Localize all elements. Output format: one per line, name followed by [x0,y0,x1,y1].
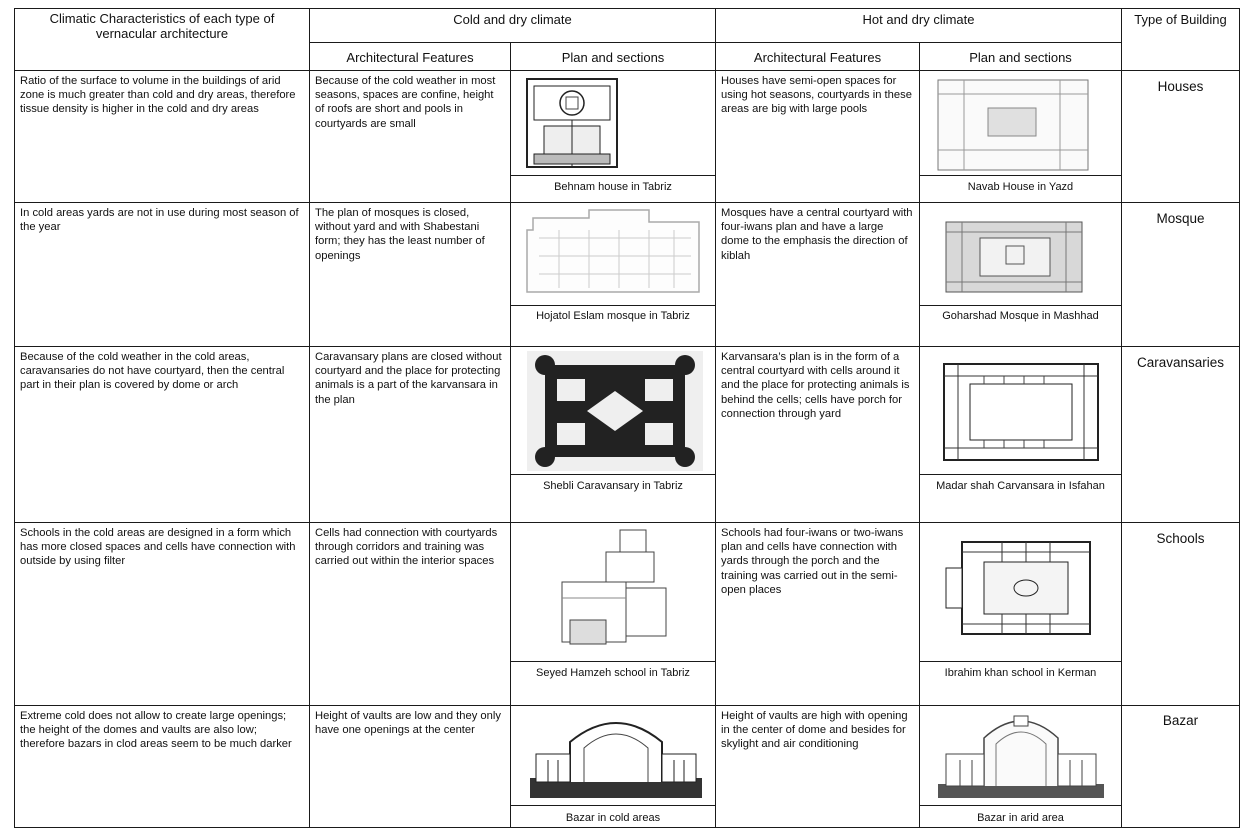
border-left [14,8,15,828]
header-hot-plan: Plan and sections [969,50,1072,65]
row1-hot-arch: Houses have semi-open spaces for using hot seasons, courtyards in these areas are big with large pools [721,75,912,116]
row5-hot-caption: Bazar in arid area [977,812,1064,824]
cold-bazar-section [530,708,702,802]
caption-line [919,175,1121,176]
row2-type: Mosque [1156,211,1205,226]
row1-climatic: Ratio of the surface to volume in the buildings of arid zone is much greater than cold and dry areas, therefore tissue density is higher in the cold and dry areas [20,75,296,116]
caption-line [919,305,1121,306]
arid-bazar-section [938,710,1104,802]
border-right [1239,8,1240,828]
caption-line [510,175,715,176]
row5-type: Bazar [1162,713,1199,728]
comparison-table [14,8,1240,828]
border-top [14,8,1240,9]
row1-cold-arch: Because of the cold weather in most seasons, spaces are confine, height of roofs are short and pools in courtyards are small [315,75,496,130]
row4-climatic: Schools in the cold areas are designed in a form which has more closed spaces and cells have connection with outside by using filter [20,527,296,568]
caption-line [919,661,1121,662]
shebli-caravansary-plan [527,351,703,471]
hojatol-eslam-mosque-plan [519,208,709,300]
caption-line [510,305,715,306]
caption-line [510,805,715,806]
row3-cold-arch: Caravansary plans are closed without courtyard and the place for protecting animals is a part of the karvansara in the plan [315,351,502,406]
row3-bottom-line [14,522,1240,523]
header-hot: Hot and dry climate [862,12,975,27]
row3-hot-arch: Karvansara’s plan is in the form of a central courtyard with cells around it and the place for protecting animals is behind the cells; cells have porch for connection through yard [721,351,910,420]
row5-hot-arch: Height of vaults are high with opening in the center of dome and besides for skylight and air conditioning [721,710,908,751]
row4-hot-caption: Ibrahim khan school in Kerman [944,667,1097,679]
row5-cold-arch: Height of vaults are low and they only have one openings at the center [315,710,501,737]
col-divider [510,42,511,828]
header-bottom-line [14,70,1240,71]
row3-climatic: Because of the cold weather in the cold areas, caravansaries do not have courtyard, then the central part in their plan is covered by dome or arch [20,351,285,392]
header-hot-arch: Architectural Features [753,50,882,65]
navab-house-plan [934,78,1094,172]
caption-line [919,474,1121,475]
caption-line [510,661,715,662]
border-bottom [14,827,1240,828]
header-climatic: Climatic Characteristics of each type of vernacular architecture [49,11,275,41]
seyed-hamzeh-school-plan [550,528,680,658]
madar-shah-caravansara-plan [934,356,1108,470]
header-cold: Cold and dry climate [453,12,572,27]
row3-type: Caravansaries [1136,355,1225,370]
header-cold-plan: Plan and sections [561,50,665,65]
row2-hot-arch: Mosques have a central courtyard with four-iwans plan and have a large dome to the emphasis the direction of kiblah [721,207,913,262]
ibrahim-khan-school-plan [942,534,1104,642]
row3-hot-caption: Madar shah Carvansara in Isfahan [936,480,1105,492]
row4-hot-arch: Schools had four-iwans or two-iwans plan and cells have connection with yards through the porch and the training was carried out in the semi-open places [721,527,904,596]
row2-cold-arch: The plan of mosques is closed, without yard and with Shabestani form; they has the least number of openings [315,207,485,262]
row4-cold-arch: Cells had connection with courtyards through corridors and training was carried out within the interior spaces [315,527,498,568]
row4-type: Schools [1156,531,1205,546]
row2-cold-caption: Hojatol Eslam mosque in Tabriz [536,310,690,322]
row5-cold-caption: Bazar in cold areas [565,812,661,824]
row3-cold-caption: Shebli Caravansary in Tabriz [543,480,683,492]
row4-cold-caption: Seyed Hamzeh school in Tabriz [536,667,690,679]
col-divider [1121,8,1122,828]
behnam-house-plan [524,76,620,172]
row2-bottom-line [14,346,1240,347]
header-type: Type of Building [1134,12,1227,27]
row1-cold-caption: Behnam house in Tabriz [554,181,672,193]
row2-climatic: In cold areas yards are not in use during most season of the year [20,207,299,234]
caption-line [510,474,715,475]
header-cold-arch: Architectural Features [346,50,474,65]
row1-bottom-line [14,202,1240,203]
row1-hot-caption: Navab House in Yazd [967,181,1074,193]
row4-bottom-line [14,705,1240,706]
row5-climatic: Extreme cold does not allow to create large openings; the height of the domes and vaults are also low; therefore bazars in clod areas seem to be much darker [20,710,292,751]
col-divider [919,42,920,828]
goharshad-mosque-plan [940,218,1090,298]
row2-hot-caption: Goharshad Mosque in Mashhad [942,310,1099,322]
caption-line [919,805,1121,806]
row1-type: Houses [1157,79,1204,94]
